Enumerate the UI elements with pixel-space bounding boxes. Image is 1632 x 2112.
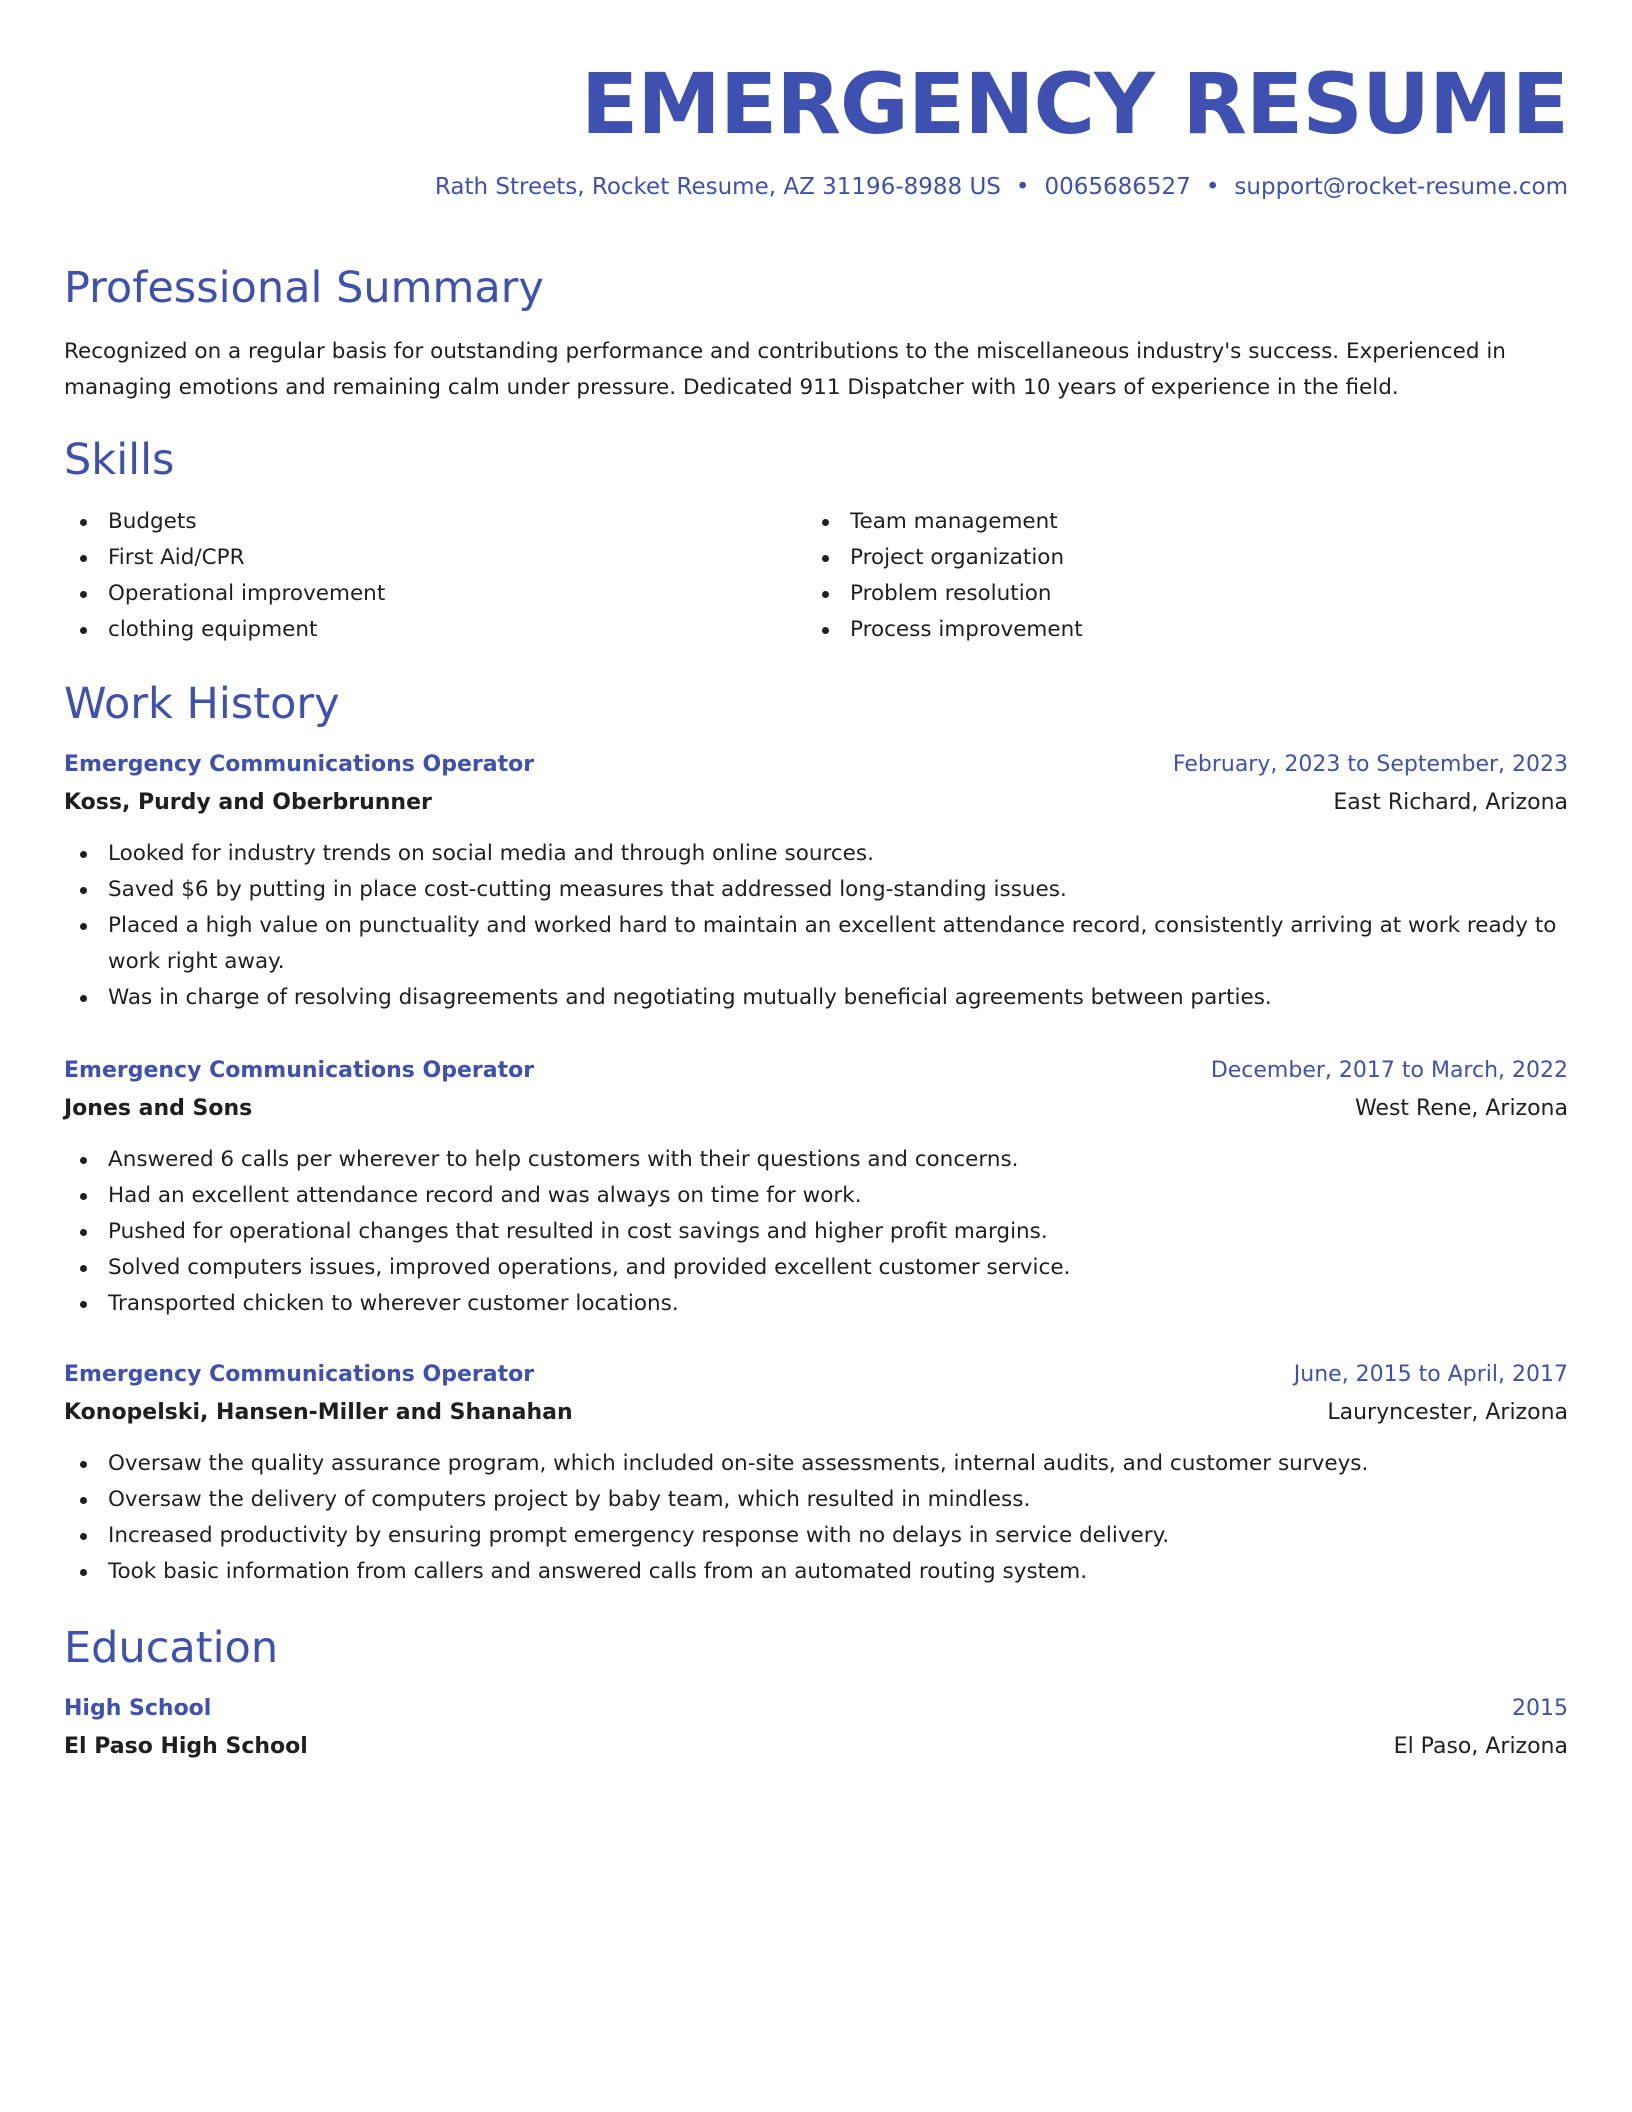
- summary-text: Recognized on a regular basis for outstanding performance and contributions to the miscellaneous industry's success. Experienced in managing emotions and remaining calm under pressure. Dedicated 911 Dispatcher with 10 years of experience in the field.: [64, 339, 1506, 400]
- job-location: Lauryncester, Arizona: [1327, 1400, 1568, 1425]
- job-dates: June, 2015 to April, 2017: [1293, 1362, 1568, 1387]
- job-entry: [64, 746, 1568, 1016]
- job-company: Koss, Purdy and Oberbrunner: [64, 790, 432, 815]
- job-bullets: [64, 836, 1568, 1016]
- job-location: East Richard, Arizona: [1333, 790, 1568, 815]
- education-heading: Education: [64, 1623, 279, 1673]
- job-bullet: Placed a high value on punctuality and worked hard to maintain an excellent attendance record, consistently arriving at work ready to work right away.: [64, 908, 1568, 980]
- job-company: Jones and Sons: [64, 1096, 253, 1121]
- summary-heading: Professional Summary: [64, 263, 544, 313]
- job-bullet: Solved computers issues, improved operations, and provided excellent customer service.: [64, 1250, 1568, 1286]
- skills-heading: Skills: [64, 435, 175, 485]
- education-entry: [64, 1690, 1568, 1766]
- job-bullet: Increased productivity by ensuring prompt emergency response with no delays in service delivery.: [64, 1518, 1568, 1554]
- job-dates: December, 2017 to March, 2022: [1210, 1058, 1568, 1083]
- contact-separator: •: [1205, 174, 1220, 200]
- contact-separator: •: [1015, 174, 1030, 200]
- skills-list-right: [806, 504, 1548, 648]
- education-year: 2015: [1512, 1696, 1568, 1721]
- contact-line: [435, 174, 1568, 200]
- job-entry: [64, 1356, 1568, 1590]
- job-bullet: Saved $6 by putting in place cost-cutting measures that addressed long-standing issues.: [64, 872, 1568, 908]
- education-school: El Paso High School: [64, 1734, 308, 1759]
- skill-item: Operational improvement: [64, 576, 806, 612]
- job-bullet: Had an excellent attendance record and was always on time for work.: [64, 1178, 1568, 1214]
- job-bullet: Was in charge of resolving disagreements and negotiating mutually beneficial agreements between parties.: [64, 980, 1568, 1016]
- job-dates: February, 2023 to September, 2023: [1172, 752, 1568, 777]
- education-location: El Paso, Arizona: [1393, 1734, 1568, 1759]
- contact-email: support@rocket-resume.com: [1234, 174, 1568, 200]
- contact-address: Rath Streets, Rocket Resume, AZ 31196-8988 US: [434, 174, 1001, 200]
- skills-list-left: [64, 504, 806, 648]
- job-bullets: [64, 1142, 1568, 1322]
- job-bullet: Oversaw the delivery of computers project by baby team, which resulted in mindless.: [64, 1482, 1568, 1518]
- job-bullet: Pushed for operational changes that resulted in cost savings and higher profit margins.: [64, 1214, 1568, 1250]
- job-bullets: [64, 1446, 1568, 1590]
- resume-name: EMERGENCY RESUME: [580, 55, 1568, 153]
- skill-item: Budgets: [64, 504, 806, 540]
- job-location: West Rene, Arizona: [1354, 1096, 1568, 1121]
- job-title: Emergency Communications Operator: [64, 1362, 535, 1387]
- job-bullet: Answered 6 calls per wherever to help customers with their questions and concerns.: [64, 1142, 1568, 1178]
- job-company: Konopelski, Hansen-Miller and Shanahan: [64, 1400, 573, 1425]
- work-history-heading: Work History: [64, 679, 340, 729]
- skill-item: First Aid/CPR: [64, 540, 806, 576]
- skill-item: Project organization: [806, 540, 1548, 576]
- job-bullet: Transported chicken to wherever customer locations.: [64, 1286, 1568, 1322]
- skill-item: Problem resolution: [806, 576, 1548, 612]
- contact-phone: 0065686527: [1044, 174, 1191, 200]
- job-entry: [64, 1052, 1568, 1322]
- job-title: Emergency Communications Operator: [64, 752, 535, 777]
- job-bullet: Took basic information from callers and answered calls from an automated routing system.: [64, 1554, 1568, 1590]
- job-bullet: Oversaw the quality assurance program, which included on-site assessments, internal audits, and customer surveys.: [64, 1446, 1568, 1482]
- education-degree: High School: [64, 1696, 212, 1721]
- skill-item: clothing equipment: [64, 612, 806, 648]
- job-title: Emergency Communications Operator: [64, 1058, 535, 1083]
- job-bullet: Looked for industry trends on social media and through online sources.: [64, 836, 1568, 872]
- skill-item: Team management: [806, 504, 1548, 540]
- skill-item: Process improvement: [806, 612, 1548, 648]
